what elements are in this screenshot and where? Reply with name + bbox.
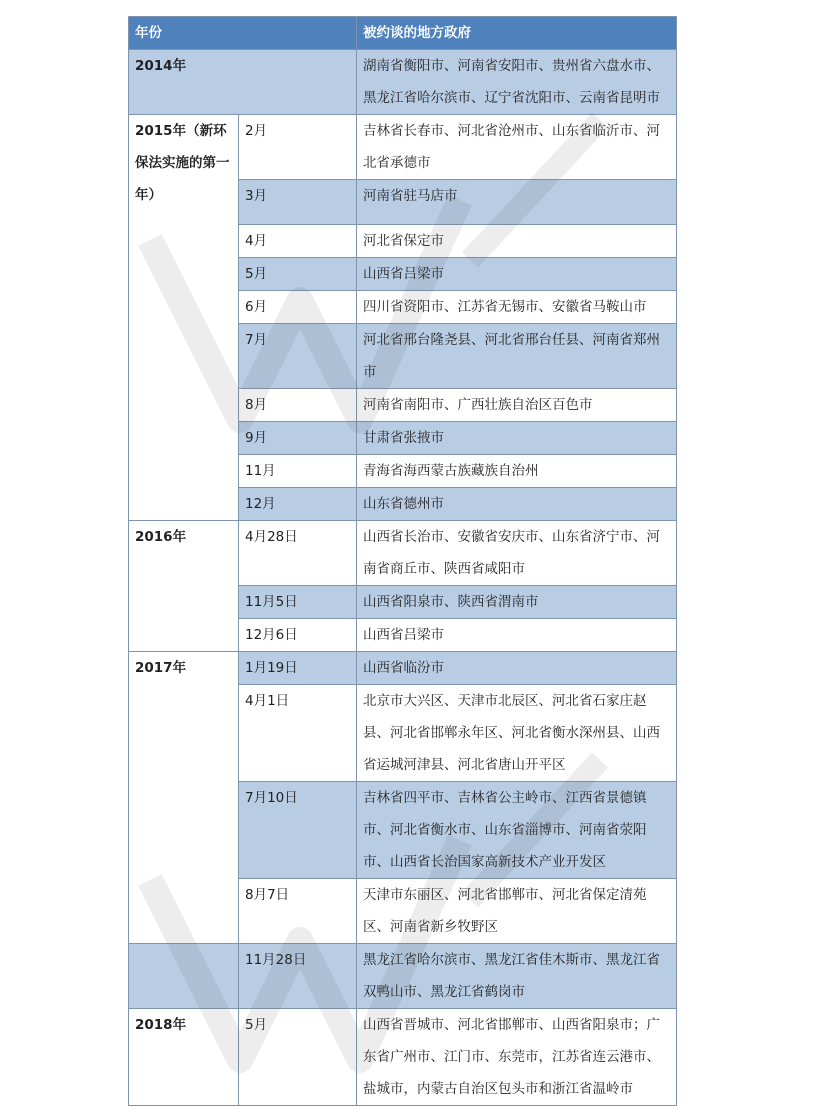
month-cell: 5月: [239, 258, 357, 291]
govt-cell: 山西省晋城市、河北省邯郸市、山西省阳泉市；广东省广州市、江门市、东莞市，江苏省连云港市、盐城市，内蒙古自治区包头市和浙江省温岭市: [357, 1009, 677, 1106]
govt-cell: 山西省吕梁市: [357, 619, 677, 652]
govt-cell: 天津市东丽区、河北省邯郸市、河北省保定清苑区、河南省新乡牧野区: [357, 879, 677, 944]
header-row: [129, 17, 677, 50]
month-cell: 3月: [239, 180, 357, 225]
year-cell: 2018年: [129, 1009, 239, 1106]
govt-cell: 山西省阳泉市、陕西省渭南市: [357, 586, 677, 619]
govt-cell: 河南省驻马店市: [357, 180, 677, 225]
month-cell: 9月: [239, 422, 357, 455]
govt-cell: 湖南省衡阳市、河南省安阳市、贵州省六盘水市、黑龙江省哈尔滨市、辽宁省沈阳市、云南省昆明市: [357, 50, 677, 115]
month-cell: 5月: [239, 1009, 357, 1106]
month-cell: 4月: [239, 225, 357, 258]
month-cell: 7月10日: [239, 782, 357, 879]
govt-cell: 河北省邢台隆尧县、河北省邢台任县、河南省郑州市: [357, 324, 677, 389]
header-year: 年份: [129, 17, 357, 50]
govt-cell: 山西省长治市、安徽省安庆市、山东省济宁市、河南省商丘市、陕西省咸阳市: [357, 521, 677, 586]
table-row: [129, 652, 677, 685]
table-row: [129, 115, 677, 180]
govt-cell: 河南省南阳市、广西壮族自治区百色市: [357, 389, 677, 422]
govt-cell: 山西省吕梁市: [357, 258, 677, 291]
month-cell: 8月7日: [239, 879, 357, 944]
govt-cell: 吉林省长春市、河北省沧州市、山东省临沂市、河北省承德市: [357, 115, 677, 180]
table-row: [129, 50, 677, 115]
year-cell: 2014年: [129, 50, 357, 115]
govt-cell: 吉林省四平市、吉林省公主岭市、江西省景德镇市、河北省衡水市、山东省淄博市、河南省荥阳市、山西省长治国家高新技术产业开发区: [357, 782, 677, 879]
month-cell: 7月: [239, 324, 357, 389]
govt-cell: 山东省德州市: [357, 488, 677, 521]
table-row: [129, 521, 677, 586]
year-cell: 2017年: [129, 652, 239, 944]
month-cell: 4月28日: [239, 521, 357, 586]
month-cell: 11月5日: [239, 586, 357, 619]
month-cell: 2月: [239, 115, 357, 180]
table-row: [129, 944, 677, 1009]
govt-table: [128, 16, 677, 1106]
year-cell: [129, 944, 239, 1009]
month-cell: 8月: [239, 389, 357, 422]
govt-cell: 甘肃省张掖市: [357, 422, 677, 455]
month-cell: 11月: [239, 455, 357, 488]
month-cell: 12月: [239, 488, 357, 521]
govt-cell: 河北省保定市: [357, 225, 677, 258]
month-cell: 12月6日: [239, 619, 357, 652]
govt-cell: 四川省资阳市、江苏省无锡市、安徽省马鞍山市: [357, 291, 677, 324]
govt-cell: 黑龙江省哈尔滨市、黑龙江省佳木斯市、黑龙江省双鸭山市、黑龙江省鹤岗市: [357, 944, 677, 1009]
govt-cell: 山西省临汾市: [357, 652, 677, 685]
month-cell: 4月1日: [239, 685, 357, 782]
year-cell: 2015年（新环保法实施的第一年）: [129, 115, 239, 521]
table-row: [129, 1009, 677, 1106]
month-cell: 11月28日: [239, 944, 357, 1009]
month-cell: 1月19日: [239, 652, 357, 685]
govt-cell: 青海省海西蒙古族藏族自治州: [357, 455, 677, 488]
header-govt: 被约谈的地方政府: [357, 17, 677, 50]
month-cell: 6月: [239, 291, 357, 324]
year-cell: 2016年: [129, 521, 239, 652]
govt-cell: 北京市大兴区、天津市北辰区、河北省石家庄赵县、河北省邯郸永年区、河北省衡水深州县、山西省运城河津县、河北省唐山开平区: [357, 685, 677, 782]
